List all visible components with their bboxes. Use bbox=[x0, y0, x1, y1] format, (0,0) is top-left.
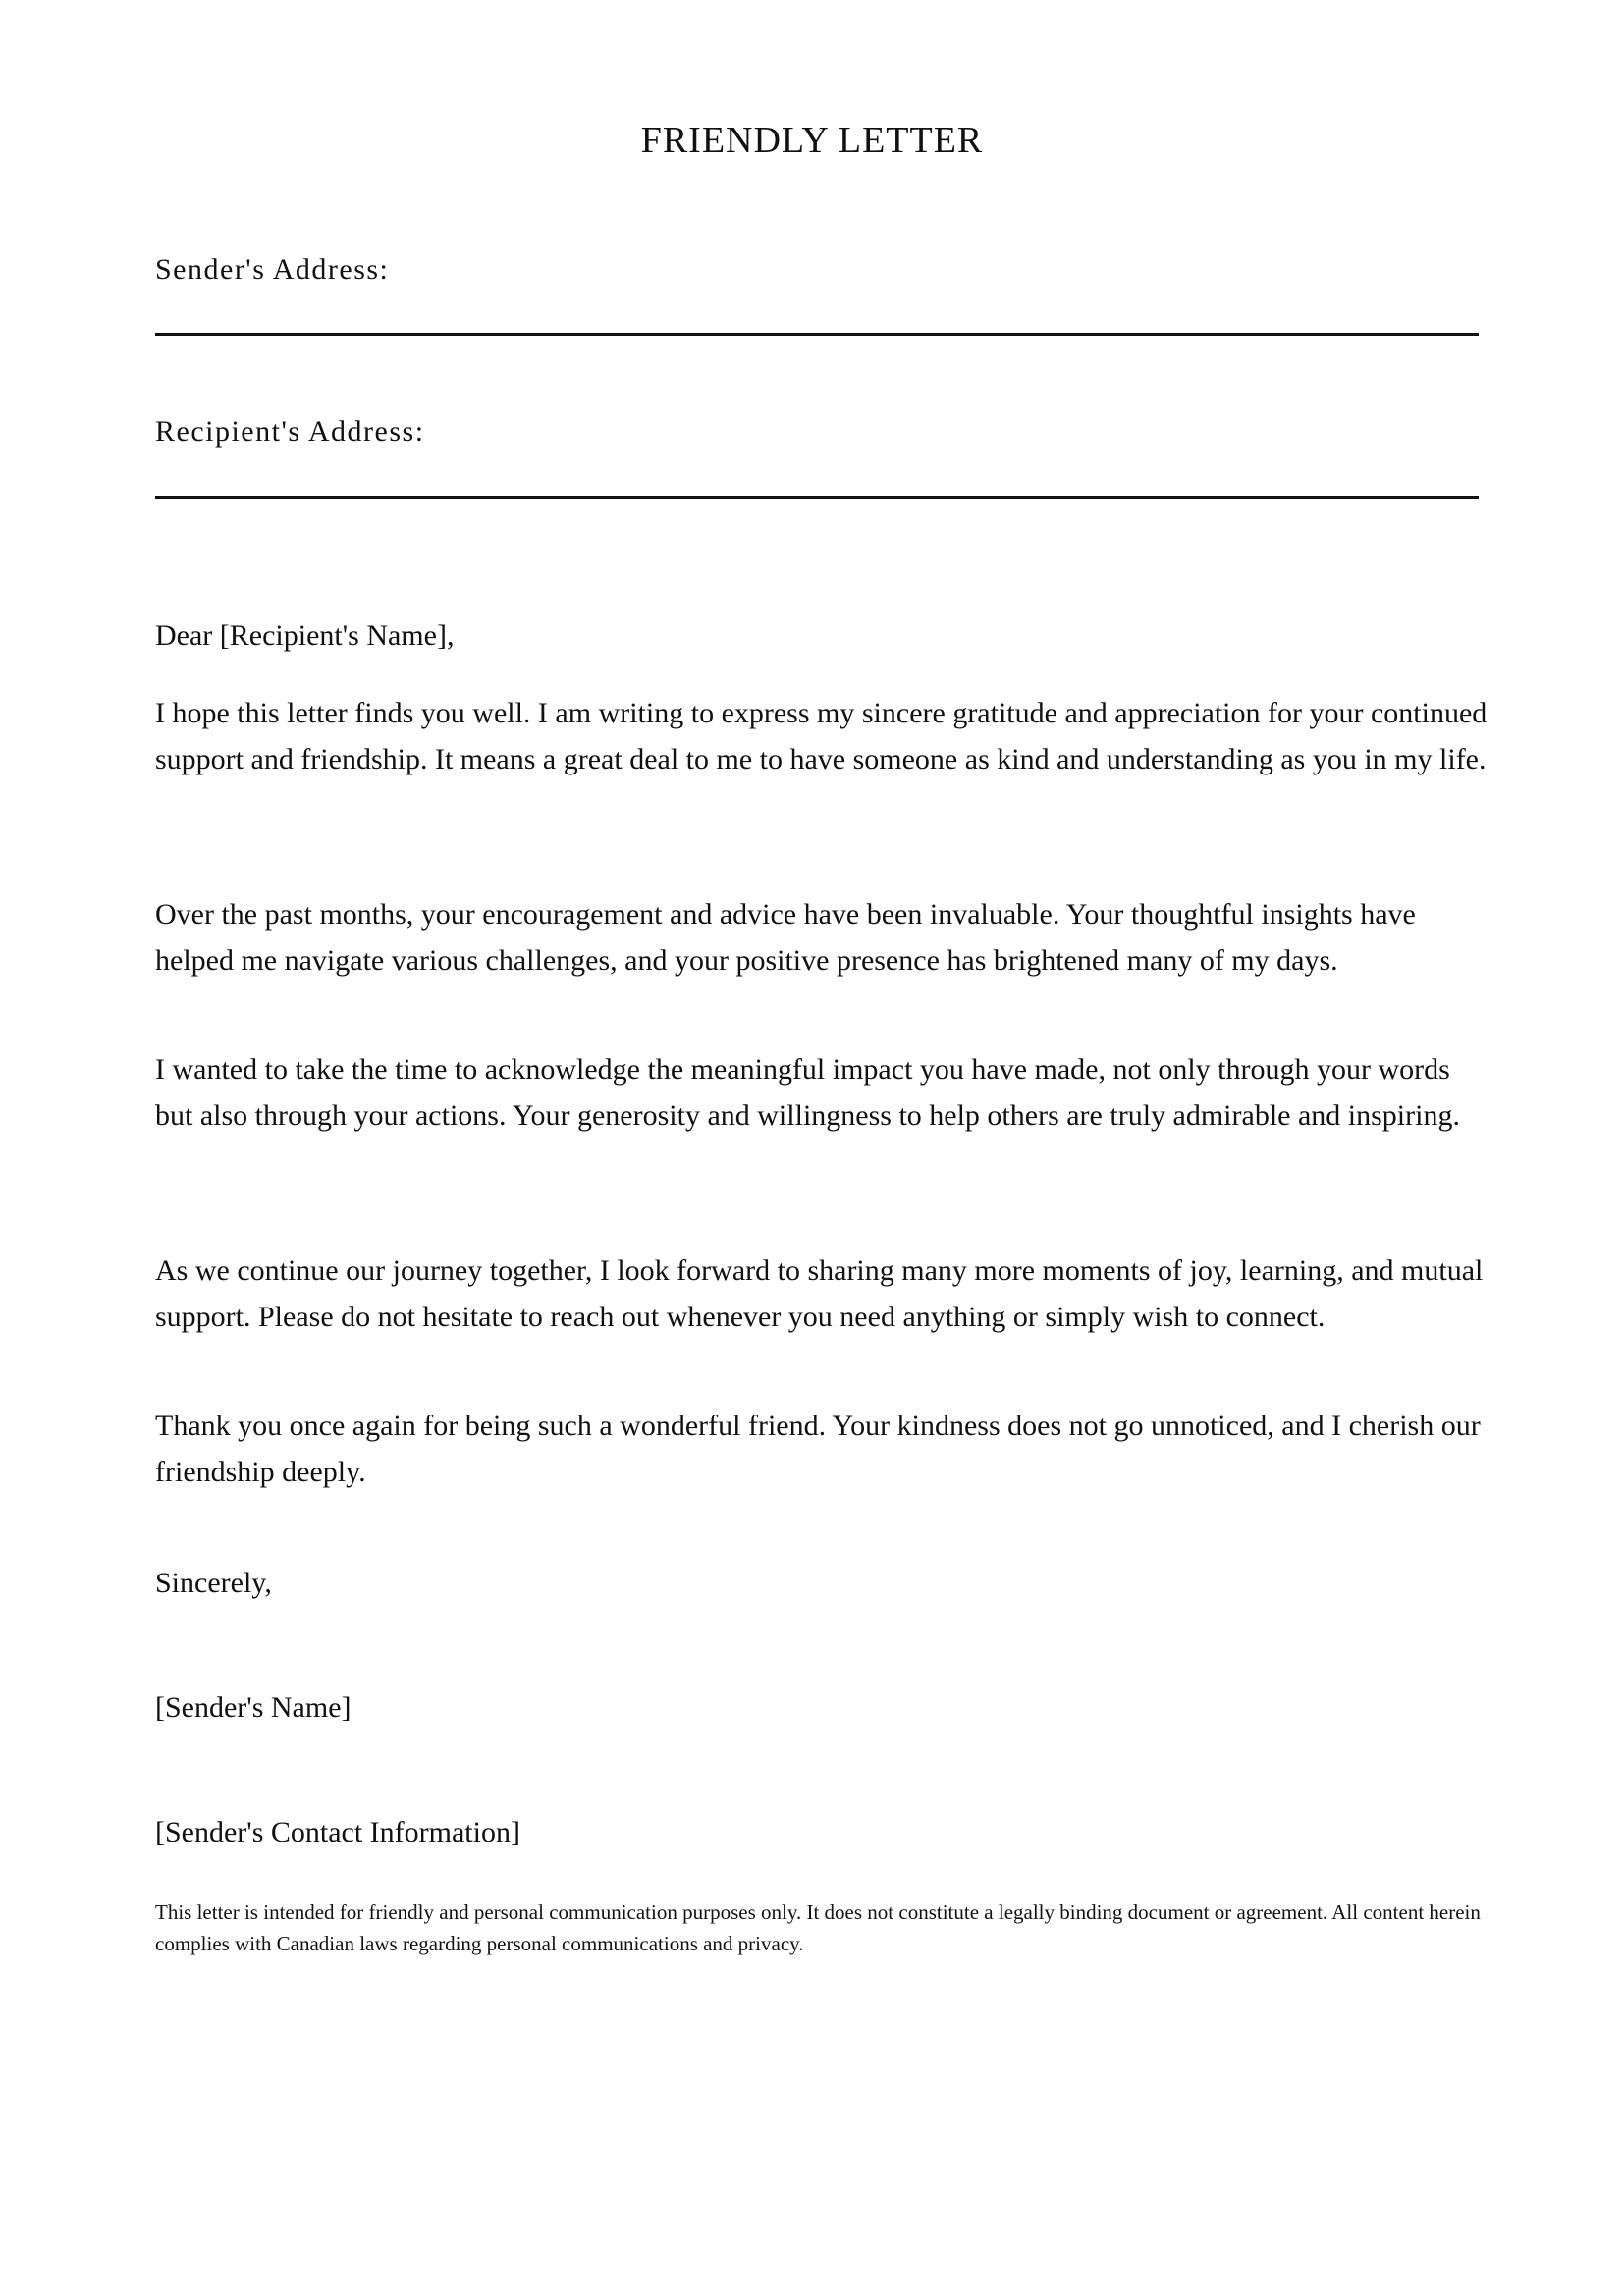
body-paragraph-2: Over the past months, your encouragement and advice have been invaluable. Your thoughtful insights have helped me navigate various challenges, and your positive presence has brightened many of my days. bbox=[155, 898, 1416, 977]
closing: Sincerely, bbox=[155, 1567, 272, 1599]
letter-title: FRIENDLY LETTER bbox=[640, 120, 984, 161]
body-paragraph-4: As we continue our journey together, I look forward to sharing many more moments of joy, learning, and mutual support. Please do not hesitate to reach out whenever you need anything or simply wish to connect. bbox=[155, 1255, 1484, 1333]
sender-address-line bbox=[155, 333, 1479, 336]
sender-name: [Sender's Name] bbox=[155, 1691, 352, 1724]
sender-contact: [Sender's Contact Information] bbox=[155, 1816, 520, 1848]
recipient-address-label: Recipient's Address: bbox=[155, 415, 425, 448]
body-paragraph-5: Thank you once again for being such a wonderful friend. Your kindness does not go unnoticed, and I cherish our friendship deeply. bbox=[155, 1410, 1481, 1488]
body-paragraph-1: I hope this letter finds you well. I am writing to express my sincere gratitude and appreciation for your continued support and friendship. It means a great deal to me to have someone as kind and understanding as you in my life. bbox=[155, 697, 1488, 775]
disclaimer: This letter is intended for friendly and personal communication purposes only. It does not constitute a legally binding document or agreement. All content herein complies with Canadian laws regarding personal communications and privacy. bbox=[155, 1900, 1481, 1955]
body-paragraph-3: I wanted to take the time to acknowledge the meaningful impact you have made, not only through your words but also through your actions. Your generosity and willingness to help others are truly admirable and inspiring. bbox=[155, 1053, 1460, 1132]
recipient-address-line bbox=[155, 496, 1479, 499]
sender-address-label: Sender's Address: bbox=[155, 253, 390, 286]
salutation: Dear [Recipient's Name], bbox=[155, 619, 455, 652]
